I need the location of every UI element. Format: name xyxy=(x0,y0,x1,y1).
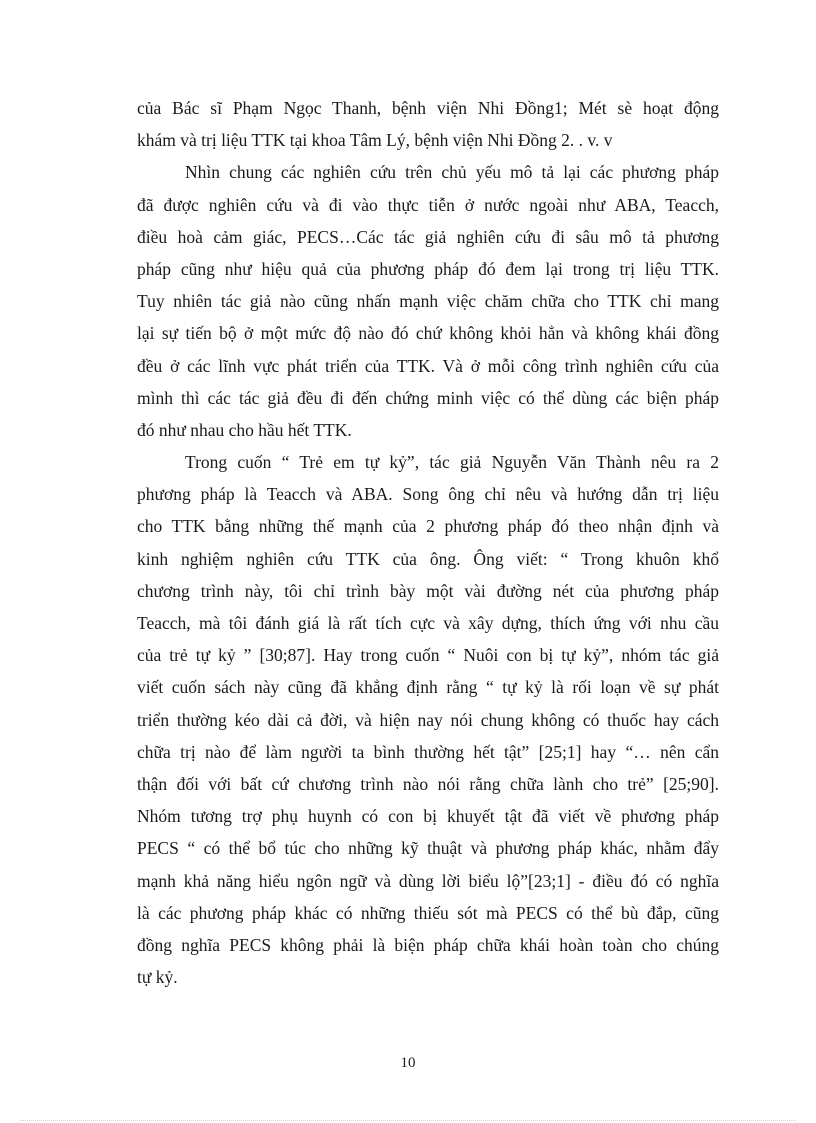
text-line: khám và trị liệu TTK tại khoa Tâm Lý, bệnh viện Nhi Đồng 2. . v. v xyxy=(137,130,613,151)
text-line: pháp cũng như hiệu quả của phương pháp đó đem lại trong trị liệu TTK. xyxy=(137,258,719,279)
text-line: Nhìn chung các nghiên cứu trên chủ yếu mô tả lại các phương pháp xyxy=(185,162,719,183)
text-line: đều ở các lĩnh vực phát triển của TTK. Và ở mỗi công trình nghiên cứu của xyxy=(137,355,719,376)
text-line: mình thì các tác giả đều đi đến chứng minh việc có thể dùng các biện pháp xyxy=(137,387,719,408)
text-line: chữa trị nào để làm người ta bình thường hết tật” [25;1] hay “… nên cẩn xyxy=(137,741,719,762)
text-line: đồng nghĩa PECS không phải là biện pháp chữa khái hoàn toàn cho chúng xyxy=(137,934,719,955)
text-line: thận đối với bất cứ chương trình nào nói rằng chữa lành cho trẻ” [25;90]. xyxy=(137,773,719,794)
text-line: viết cuốn sách này cũng đã khẳng định rằng “ tự kỷ là rối loạn về sự phát xyxy=(137,677,719,698)
text-line: đã được nghiên cứu và đi vào thực tiễn ở nước ngoài như ABA, Teacch, xyxy=(137,194,719,215)
page-number: 10 xyxy=(400,1055,416,1071)
text-line: PECS “ có thể bổ túc cho những kỹ thuật và phương pháp khác, nhằm đẩy xyxy=(137,838,719,859)
text-line: kinh nghiệm nghiên cứu TTK của ông. Ông viết: “ Trong khuôn khổ xyxy=(137,548,719,569)
text-line: Trong cuốn “ Trẻ em tự kỷ”, tác giả Nguyễn Văn Thành nêu ra 2 xyxy=(185,452,719,473)
text-line: của trẻ tự kỷ ” [30;87]. Hay trong cuốn “ Nuôi con bị tự kỷ”, nhóm tác giả xyxy=(137,645,719,666)
text-line: cho TTK bằng những thế mạnh của 2 phương pháp đó theo nhận định và xyxy=(137,516,719,537)
text-line: tự kỷ. xyxy=(137,967,178,988)
text-line: triển thường kéo dài cả đời, và hiện nay nói chung không có thuốc hay cách xyxy=(137,709,719,730)
text-line: Teacch, mà tôi đánh giá là rất tích cực và xây dựng, thích ứng với nhu cầu xyxy=(137,613,719,633)
text-line: chương trình này, tôi chỉ trình bày một vài đường nét của phương pháp xyxy=(137,580,719,601)
page-bottom-rule xyxy=(20,1120,796,1121)
text-line: điều hoà cảm giác, PECS…Các tác giả nghiên cứu đi sâu mô tả phương xyxy=(137,226,719,247)
text-line: là các phương pháp khác có những thiếu sót mà PECS có thể bù đắp, cũng xyxy=(137,902,719,923)
text-line: mạnh khả năng hiểu ngôn ngữ và dùng lời biểu lộ”[23;1] - điều đó có nghĩa xyxy=(137,870,719,891)
text-line: đó như nhau cho hầu hết TTK. xyxy=(137,419,352,440)
text-line: Nhóm tương trợ phụ huynh có con bị khuyết tật đã viết về phương pháp xyxy=(137,806,719,827)
text-line: lại sự tiến bộ ở một mức độ nào đó chứ không khỏi hẳn và không khái đồng xyxy=(137,323,719,344)
body-text xyxy=(137,92,719,993)
text-line: Tuy nhiên tác giả nào cũng nhấn mạnh việc chăm chữa cho TTK chỉ mang xyxy=(137,291,719,312)
text-line: phương pháp là Teacch và ABA. Song ông chỉ nêu và hướng dẫn trị liệu xyxy=(137,484,719,505)
text-line: của Bác sĩ Phạm Ngọc Thanh, bệnh viện Nhi Đồng1; Mét sè hoạt động xyxy=(137,98,719,118)
